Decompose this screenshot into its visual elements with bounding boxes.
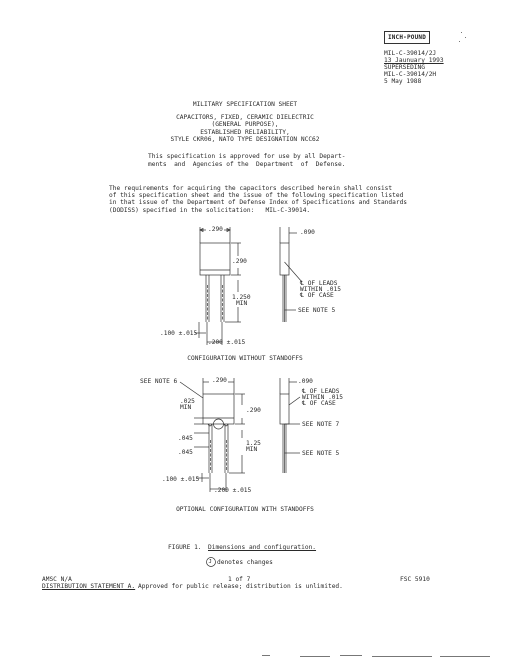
- title-line-2: (GENERAL PURPOSE),: [211, 121, 279, 128]
- amsc-code: AMSC N/A: [42, 576, 72, 583]
- top-dim-lead-min: MIN: [236, 300, 248, 307]
- figure-title: Dimensions and configuration.: [208, 544, 317, 551]
- bottom-dim-045-b: .045: [178, 449, 193, 456]
- distribution-text: Approved for public release; distribution is unlimited.: [138, 583, 343, 590]
- title-line-3: ESTABLISHED RELIABILITY,: [200, 129, 290, 136]
- top-dim-lead-diameter: .100 ±.015: [160, 330, 198, 337]
- approval-line-2: ments and Agencies of the Department of Defense.: [148, 161, 346, 168]
- approval-line-1: This specification is approved for use by all Depart-: [148, 153, 346, 160]
- distribution-label: DISTRIBUTION STATEMENT A.: [42, 583, 136, 590]
- bottom-dim-height: .290: [246, 407, 261, 414]
- bottom-dim-width: .290: [212, 377, 227, 384]
- figure-label: FIGURE 1.: [168, 544, 202, 551]
- superseded-date: 5 May 1988: [384, 78, 422, 85]
- bottom-dim-standoff: .025: [180, 398, 195, 405]
- top-note-5-ref: SEE NOTE 5: [298, 307, 336, 314]
- top-note-leads-1: ℄ OF LEADS: [300, 280, 338, 287]
- top-dim-lead-length: 1.250: [232, 294, 251, 301]
- inch-pound-badge: INCH-POUND: [384, 31, 430, 44]
- top-dim-thickness: .090: [300, 229, 315, 236]
- bottom-dim-standoff-min: MIN: [180, 404, 192, 411]
- document-date: 13 Jaunuary 1993: [384, 57, 444, 64]
- top-figure-caption: CONFIGURATION WITHOUT STANDOFFS: [187, 355, 303, 362]
- bottom-dim-lead-diameter: .100 ±.015: [162, 476, 200, 483]
- scan-speck: [340, 655, 362, 656]
- bottom-dim-lead-spacing: .200 ±.015: [214, 487, 252, 494]
- bottom-note-leads-2: WITHIN .015: [302, 394, 343, 401]
- bottom-note-leads-1: ℄ OF LEADS: [302, 388, 340, 395]
- bottom-note-5-ref: SEE NOTE 5: [302, 450, 340, 457]
- title-line-4: STYLE CKR06, NATO TYPE DESIGNATION NCC62: [170, 136, 320, 143]
- document-id: MIL-C-39014/2J: [384, 50, 437, 57]
- capacitor-front-view-top: [195, 227, 241, 345]
- change-text: denotes changes: [217, 559, 273, 566]
- scan-speck: [300, 656, 330, 657]
- bottom-dim-lead-length: 1.25: [246, 440, 261, 447]
- scan-speck: [440, 656, 490, 657]
- page-number: 1 of 7: [228, 576, 251, 583]
- fsc-code: FSC 5910: [400, 576, 430, 583]
- top-note-leads-2: WITHIN .015: [300, 286, 341, 293]
- bottom-note-6-ref: SEE NOTE 6: [140, 378, 178, 385]
- top-dim-lead-spacing: .200 ±.015: [208, 339, 246, 346]
- top-dim-width: .290: [208, 226, 223, 233]
- top-dim-height: .290: [232, 258, 247, 265]
- bottom-note-leads-3: ℄ OF CASE: [302, 400, 336, 407]
- bottom-dim-lead-min: MIN: [246, 446, 258, 453]
- scan-speck: [372, 656, 432, 657]
- superseded-id: MIL-C-39014/2H: [384, 71, 437, 78]
- sheet-type: MILITARY SPECIFICATION SHEET: [192, 101, 298, 108]
- title-line-1: CAPACITORS, FIXED, CERAMIC DIELECTRIC: [176, 114, 314, 121]
- requirements-line-4: (DODISS) specified in the solicitation: MIL-C-39014.: [109, 207, 311, 214]
- bottom-dim-045-a: .045: [178, 435, 193, 442]
- requirements-line-3: in that issue of the Department of Defense Index of Specifications and Standards: [109, 199, 408, 206]
- superseding-label: SUPERSEDING: [384, 64, 425, 71]
- change-symbol-letter: J: [208, 558, 212, 565]
- requirements-line-1: The requirements for acquiring the capacitors described herein shall consist: [109, 185, 393, 192]
- bottom-note-7-ref: SEE NOTE 7: [302, 421, 340, 428]
- scan-speck: [262, 655, 270, 656]
- bottom-figure-caption: OPTIONAL CONFIGURATION WITH STANDOFFS: [176, 506, 314, 513]
- bottom-dim-thickness: .090: [298, 378, 313, 385]
- capacitor-side-view-bottom: [280, 378, 300, 473]
- requirements-line-2: of this specification sheet and the issue of the following specification listed: [109, 192, 404, 199]
- top-note-leads-3: ℄ OF CASE: [300, 292, 334, 299]
